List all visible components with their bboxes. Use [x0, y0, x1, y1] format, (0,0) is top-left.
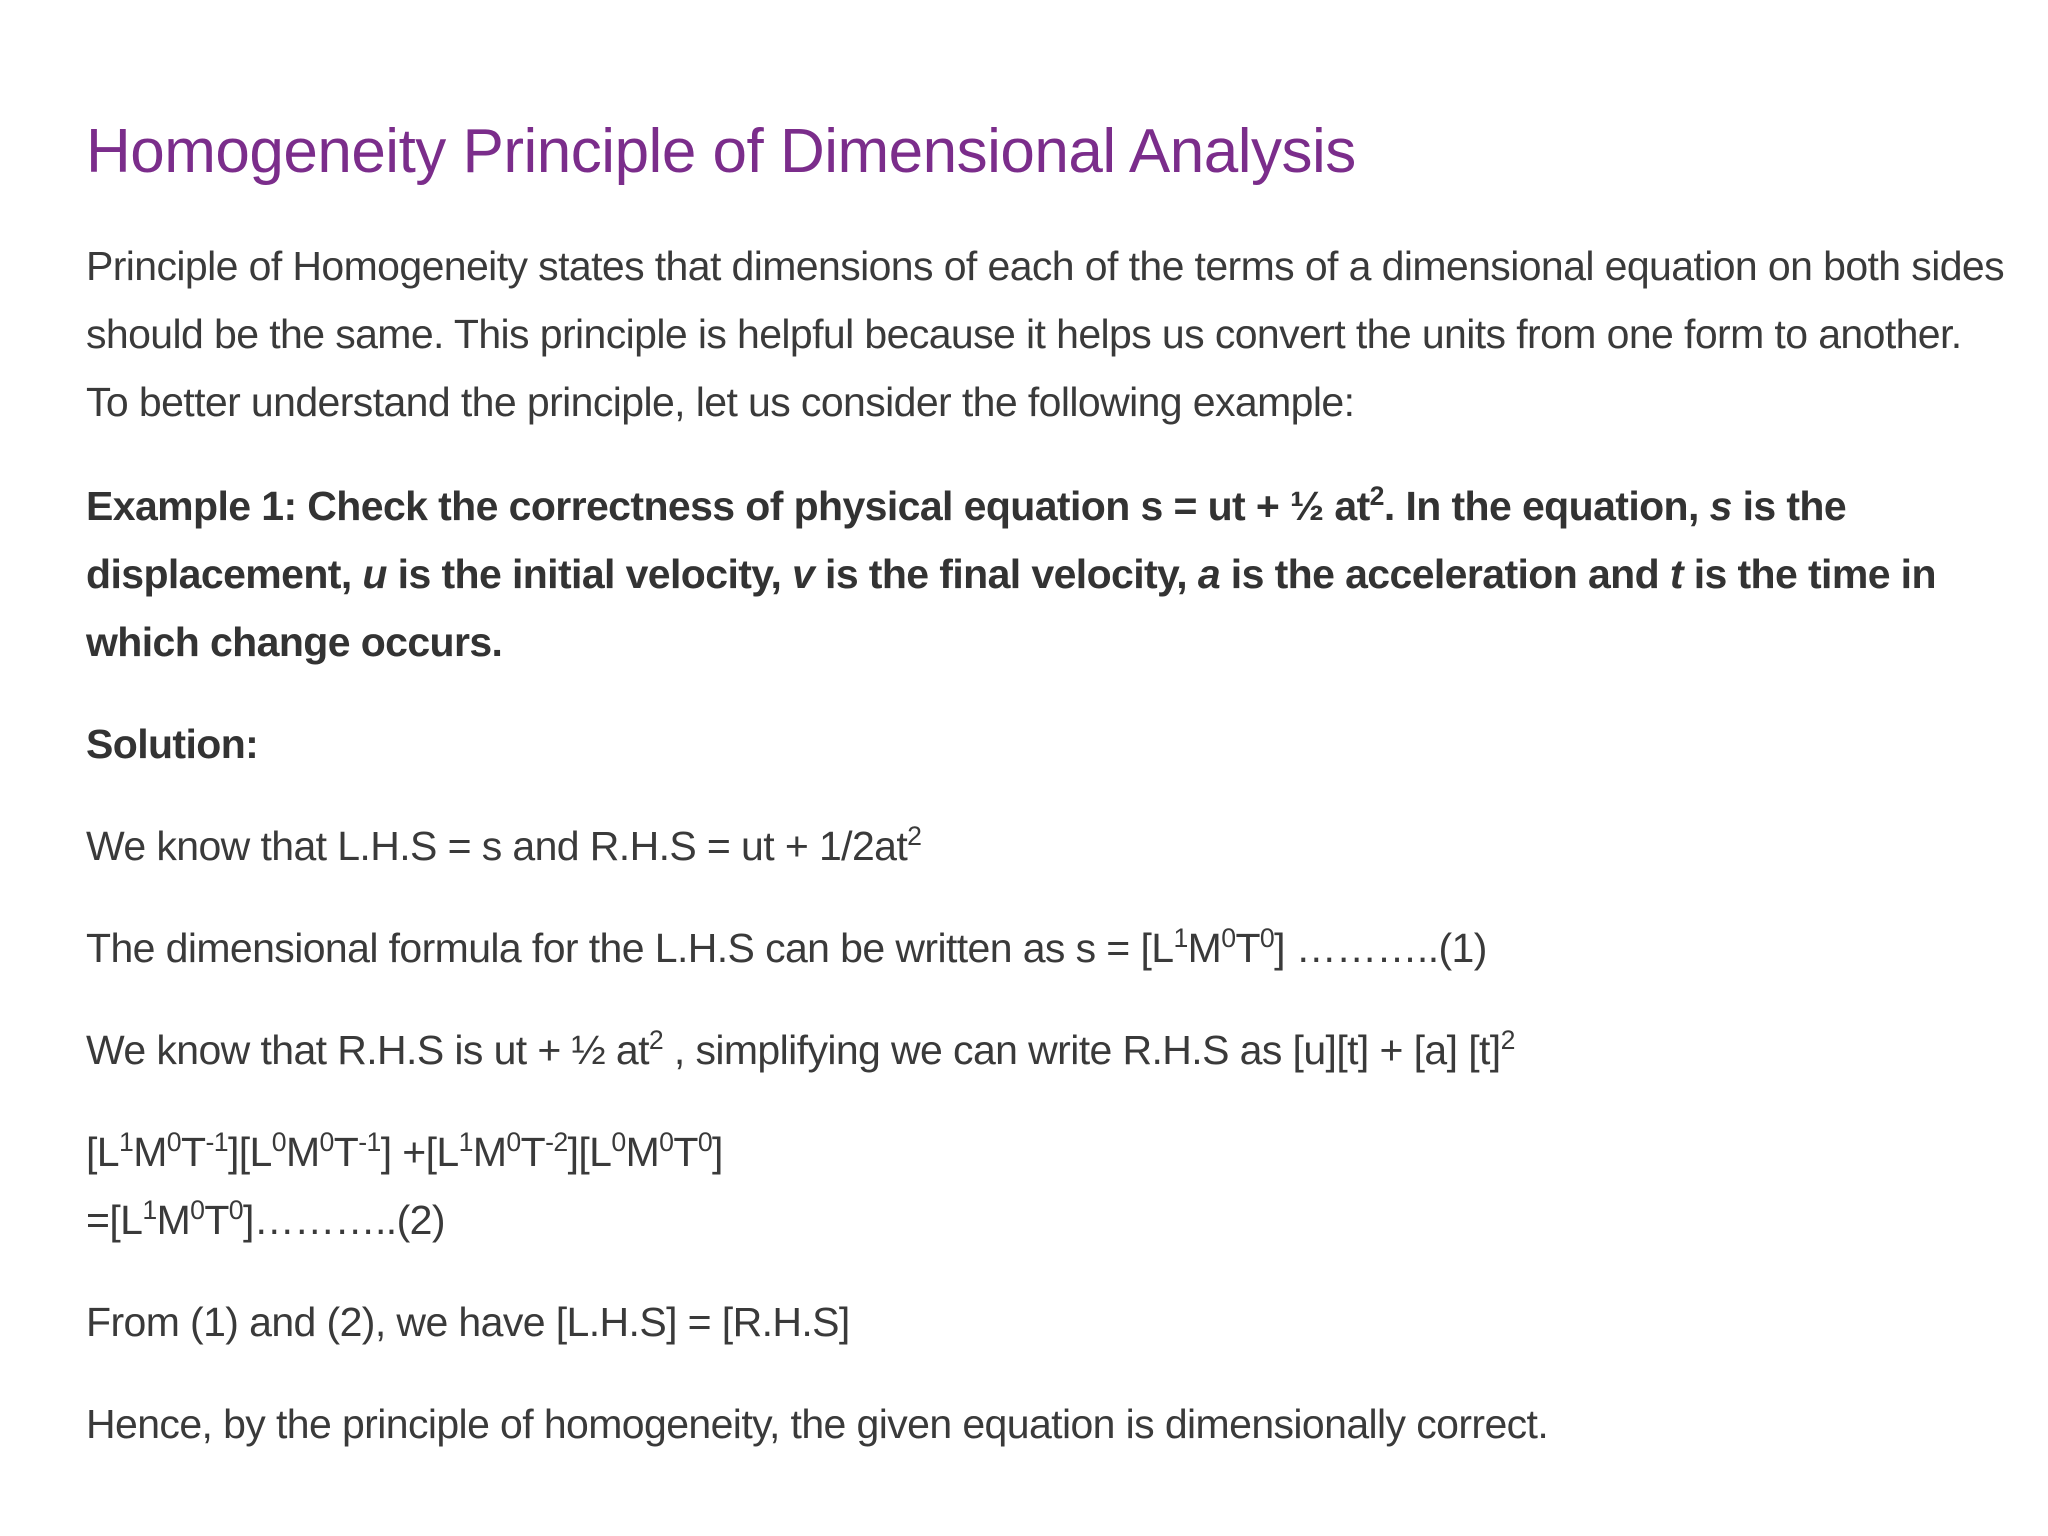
intro-paragraph: Principle of Homogeneity states that dimensions of each of the terms of a dimensional equation on both sides should be the same. This principle is helpful because it helps us convert the units from one form to another. To better understand the principle, let us consider the following example:	[86, 243, 2005, 425]
exponent: 0	[697, 1127, 713, 1158]
exponent: 0	[1259, 923, 1275, 954]
term: T	[673, 1129, 698, 1175]
term: T	[204, 1197, 229, 1243]
exponent: 2	[648, 1025, 664, 1056]
line-text: , simplifying we can write R.H.S as [u][t] + [a] [t]	[663, 1027, 1501, 1073]
example-statement	[86, 472, 2008, 676]
term: T	[333, 1129, 359, 1175]
exponent: 1	[142, 1195, 157, 1226]
term: ][L	[567, 1129, 612, 1175]
exponent: 0	[166, 1127, 181, 1158]
term: ]………..(2)	[243, 1197, 445, 1243]
example-text: is the final velocity,	[814, 551, 1198, 597]
var-u: u	[362, 551, 387, 597]
solution-line-4: From (1) and (2), we have [L.H.S] = [R.H.S]	[86, 1299, 850, 1345]
example-text: . In the equation,	[1383, 483, 1710, 529]
term: [L	[86, 1129, 119, 1175]
example-exponent: 2	[1369, 481, 1384, 512]
var-s: s	[1709, 483, 1732, 529]
term: ] +[L	[380, 1129, 459, 1175]
term: ]	[712, 1129, 723, 1175]
var-a: a	[1197, 551, 1221, 597]
line-text: ] ………..(1)	[1274, 925, 1487, 971]
exponent: -1	[358, 1127, 381, 1158]
line-text: The dimensional formula for the L.H.S can be written as s = [L	[86, 925, 1174, 971]
exponent: 0	[271, 1127, 286, 1158]
solution-line-3	[86, 1016, 2008, 1084]
example-text: is the acceleration and	[1220, 551, 1670, 597]
line-text: We know that L.H.S = s and R.H.S = ut + 1/2at	[86, 823, 908, 869]
exponent: 0	[190, 1195, 205, 1226]
var-t: t	[1669, 551, 1683, 597]
exponent: 0	[506, 1127, 521, 1158]
page-title: Homogeneity Principle of Dimensional Analysis	[86, 117, 1356, 186]
term: M	[285, 1129, 320, 1175]
var-v: v	[792, 551, 815, 597]
term: M	[133, 1129, 167, 1175]
term: ][L	[227, 1129, 272, 1175]
exponent: 1	[1173, 923, 1188, 954]
dimension-expansion	[86, 1118, 2008, 1254]
conclusion: Hence, by the principle of homogeneity, the given equation is dimensionally correct.	[86, 1401, 1549, 1447]
term: T	[520, 1129, 546, 1175]
exponent: 0	[1221, 923, 1236, 954]
exponent: 0	[319, 1127, 334, 1158]
example-text: is the initial velocity,	[386, 551, 793, 597]
exponent: 1	[458, 1127, 473, 1158]
exponent: 1	[119, 1127, 134, 1158]
example-text: is the displacement,	[86, 483, 1847, 597]
term: M	[156, 1197, 191, 1243]
exponent: 0	[659, 1127, 674, 1158]
exponent: 0	[228, 1195, 244, 1226]
term: M	[472, 1129, 507, 1175]
term: =[L	[86, 1197, 143, 1243]
solution-line-2	[86, 914, 2008, 982]
exponent: -1	[205, 1127, 228, 1158]
line-text: M	[1187, 925, 1222, 971]
line-text: T	[1235, 925, 1260, 971]
term: T	[181, 1129, 206, 1175]
term: M	[625, 1129, 660, 1175]
line-text: We know that R.H.S is ut + ½ at	[86, 1027, 649, 1073]
example-text: is the time in which change occurs.	[86, 551, 1936, 665]
exponent: 2	[1500, 1025, 1515, 1056]
exponent: 2	[907, 821, 922, 852]
exponent: -2	[545, 1127, 568, 1158]
exponent: 0	[611, 1127, 626, 1158]
example-prefix: Example 1: Check the correctness of physical equation s = ut + ½ at	[86, 483, 1370, 529]
solution-line-1	[86, 812, 2008, 880]
solution-label: Solution:	[86, 721, 259, 767]
